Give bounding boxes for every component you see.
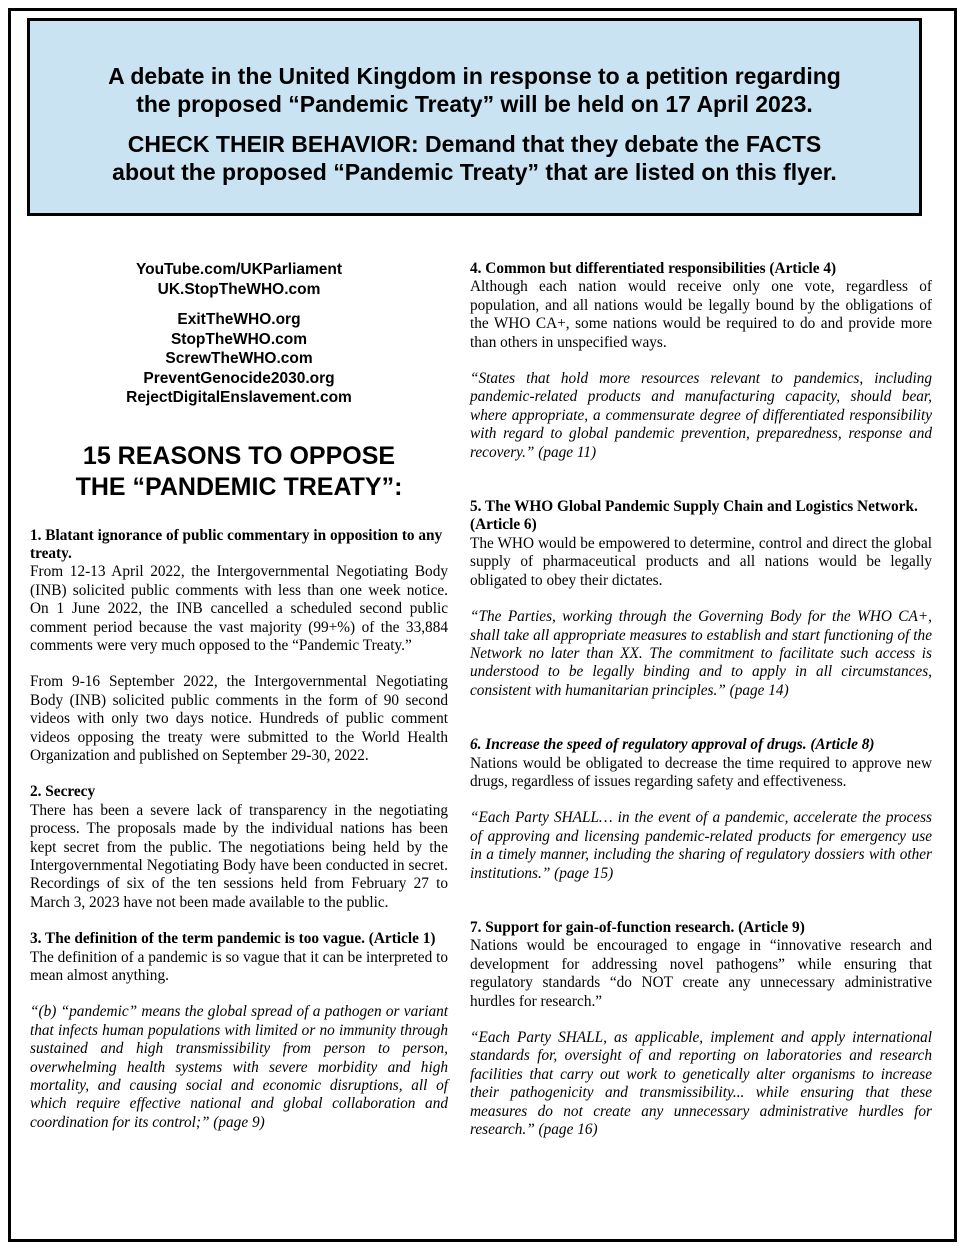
reason-1-heading: 1. Blatant ignorance of public commentary in opposition to any treaty. [30,526,443,562]
reason-4-paragraph: Although each nation would receive only one vote, regardless of population, and all nations would be legally bound by the obligations of the WHO CA+, some nations would be required to do and provide more than others in unspecified ways. [470,278,932,351]
reason-6-quote: “Each Party SHALL… in the event of a pandemic, accelerate the process of approving and licensing pandemic-related products for emergency use in a timely manner, including the sharing of regulatory dossiers with other institutions.” (page 15) [470,809,932,882]
debate-banner [27,18,922,216]
reason-1-paragraph-2: From 9-16 September 2022, the Intergovernmental Negotiating Body (INB) solicited public comments in the form of 90 second videos with only two days notice. Hundreds of public comment videos opposing the treaty were submitted to the World Health Organization and published on September 29-30, 2022. [30,673,448,764]
reason-7-heading: 7. Support for gain-of-function research. (Article 9) [470,918,805,936]
reason-2-heading: 2. Secrecy [30,783,96,801]
reason-4-heading: 4. Common but differentiated responsibilities (Article 4) [470,260,837,277]
reasons-title [30,441,448,503]
banner-announcement [30,62,919,118]
reason-7-paragraph: Nations would be encouraged to engage in “innovative research and development for addressing novel pathogens” while ensuring that regulatory standards “do NOT create any unnecessary administrative hurdles for research.” [470,937,932,1010]
link-stopthewho: StopTheWHO.com [170,330,308,348]
link-youtube-ukparliament: YouTube.com/UKParliament [135,261,343,278]
banner-line-4: about the proposed “Pandemic Treaty” that are listed on this flyer. [112,159,837,185]
reason-1-paragraph-1: From 12-13 April 2022, the Intergovernmental Negotiating Body (INB) solicited public comments with less than one week notice. On 1 June 2022, the INB cancelled a scheduled second public comment period because the vast majority (99+%) of the 33,884 comments were very much opposed to the “Pandemic Treaty.” [30,563,448,654]
reason-5 [470,498,932,700]
banner-line-1: A debate in the United Kingdom in response to a petition regarding [108,63,841,89]
reason-6-paragraph: Nations would be obligated to decrease the time required to approve new drugs, regardless of issues regarding safety and effectiveness. [470,754,932,790]
reason-3 [30,930,448,1132]
reason-2 [30,783,448,912]
website-links [30,260,448,408]
reason-6-heading: 6. Increase the speed of regulatory approval of drugs. (Article 8) [470,736,875,754]
reason-4-quote: “States that hold more resources relevant to pandemics, including pandemic-related products and manufacturing capacity, should bear, where appropriate, a commensurate degree of differentiated responsibility with regard to global pandemic prevention, preparedness, response and recovery.” (page 11) [470,370,932,461]
banner-call-to-action [30,130,919,186]
link-screwthewho: ScrewTheWHO.com [165,350,313,367]
link-uk-stopthewho: UK.StopTheWHO.com [157,280,321,298]
reason-1 [30,527,448,766]
left-column [30,260,448,1132]
link-rejectdigitalenslavement: RejectDigitalEnslavement.com [126,389,352,406]
reason-4 [470,260,932,462]
banner-line-3: CHECK THEIR BEHAVIOR: Demand that they debate the FACTS [127,131,822,157]
link-exitthewho: ExitTheWHO.org [177,311,301,328]
reasons-title-line-2: THE “PANDEMIC TREATY”: [75,472,403,501]
reason-7 [470,919,932,1139]
reason-3-heading: 3. The definition of the term pandemic is too vague. (Article 1) [30,930,436,948]
reason-3-quote: “(b) “pandemic” means the global spread of a pathogen or variant that infects human populations with limited or no immunity through sustained and high transmissibility from person to person, overwhelming health systems with severe morbidity and high mortality, and causing social and economic disruptions, all of which require effective national and global collaboration and coordination for its control;” (page 9) [30,1003,448,1131]
right-column [470,260,932,1139]
reason-5-quote: “The Parties, working through the Governing Body for the WHO CA+, shall take all appropriate measures to establish and start functioning of the Network no later than XX. The commitment to facilitate such access is understood to be legally binding and to apply in all circumstances, consistent with humanitarian principles.” (page 14) [470,608,932,699]
reason-2-paragraph: There has been a severe lack of transparency in the negotiating process. The proposals made by the individual nations has been kept secret from the public. The negotiations being held by the Intergovernmental Negotiating Body have been conducted in secret. Recordings of six of the ten sessions held from February 27 to March 3, 2023 have not been made available to the public. [30,801,448,911]
link-preventgenocide2030: PreventGenocide2030.org [143,369,335,387]
reason-3-paragraph: The definition of a pandemic is so vague that it can be interpreted to mean almost anything. [30,948,448,985]
reasons-title-line-1: 15 REASONS TO OPPOSE [82,441,396,470]
reason-7-quote: “Each Party SHALL, as applicable, implement and apply international standards for, oversight of and reporting on laboratories and research facilities that carry out work to genetically alter organisms to increase their pathogenicity and transmissibility... while ensuring that these measures do not create any unnecessary administrative hurdles for research.” (page 16) [470,1029,932,1139]
reason-5-paragraph: The WHO would be empowered to determine, control and direct the global supply of pharmaceutical products and all nations would be legally obligated to obey their dictates. [470,534,932,589]
reason-6 [470,736,932,883]
reason-5-heading: 5. The WHO Global Pandemic Supply Chain and Logistics Network. (Article 6) [470,498,918,534]
banner-line-2: the proposed “Pandemic Treaty” will be held on 17 April 2023. [136,91,813,117]
